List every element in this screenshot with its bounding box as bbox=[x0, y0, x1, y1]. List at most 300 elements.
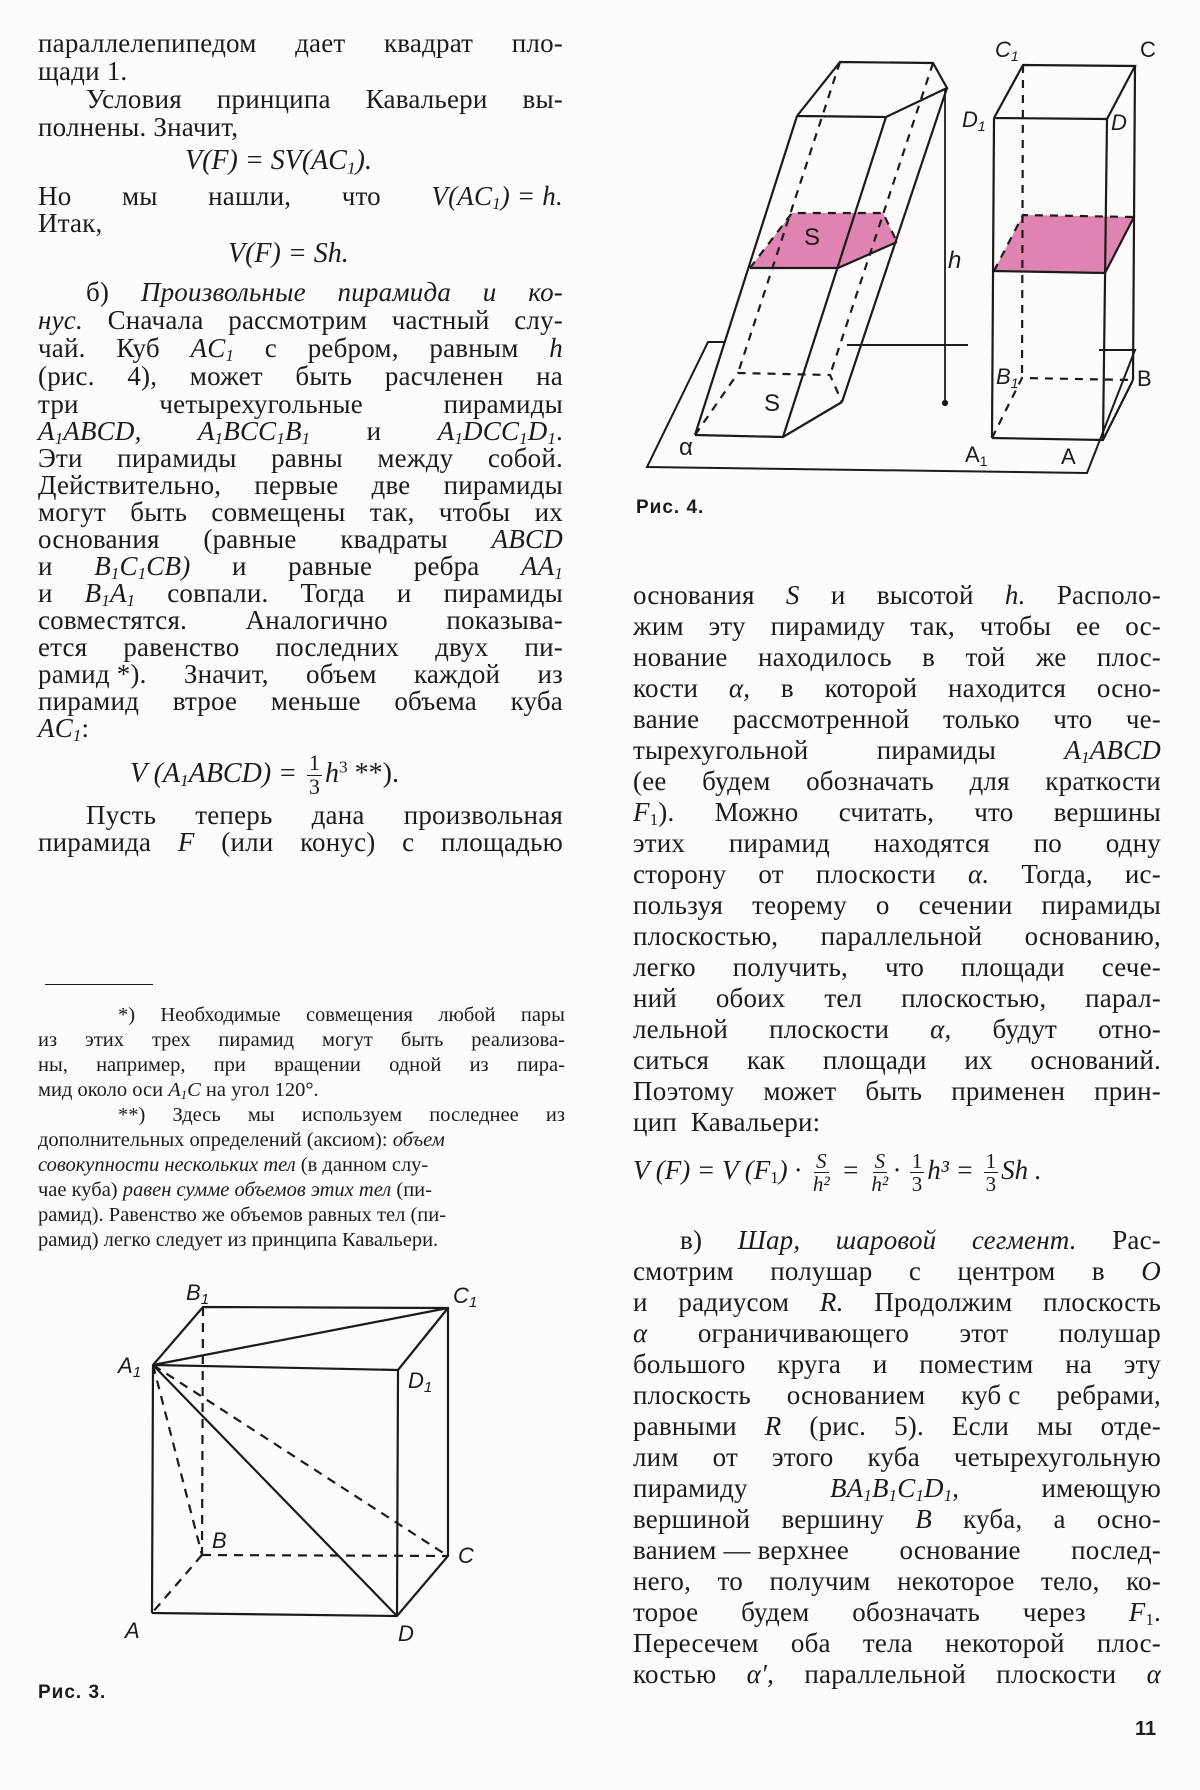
text-line bbox=[633, 673, 1161, 703]
word: Условия bbox=[86, 84, 182, 114]
inline-math bbox=[1128, 1597, 1161, 1630]
subscript: 1 bbox=[214, 429, 224, 449]
word: равенство bbox=[123, 632, 240, 662]
word: пары bbox=[520, 1004, 565, 1026]
word: их bbox=[964, 1045, 993, 1075]
prism-edge bbox=[797, 62, 947, 117]
text-line bbox=[633, 1256, 1161, 1286]
numerator: 1 bbox=[309, 751, 320, 775]
word: в bbox=[1091, 1256, 1105, 1286]
prism-edge bbox=[783, 117, 886, 437]
word: вы- bbox=[522, 84, 563, 114]
prism-edge bbox=[695, 116, 797, 435]
word: нашли, bbox=[208, 181, 292, 211]
word: пользуя bbox=[633, 890, 724, 920]
word: послед- bbox=[1071, 1535, 1161, 1565]
math: BCC bbox=[223, 416, 277, 446]
word: две bbox=[371, 470, 411, 500]
word: из bbox=[537, 659, 563, 689]
subscript: 1 bbox=[492, 194, 501, 214]
word: могут bbox=[38, 497, 106, 527]
word: ее bbox=[1076, 611, 1101, 641]
word: сегмент. bbox=[971, 1225, 1077, 1255]
diagonal-a1c1 bbox=[153, 1308, 448, 1365]
word: три bbox=[38, 389, 79, 419]
word: нование bbox=[633, 642, 728, 672]
formula-part: h bbox=[324, 757, 339, 789]
text-line bbox=[633, 704, 1161, 734]
formula-part: V (A bbox=[130, 757, 181, 789]
word: что bbox=[884, 952, 925, 982]
word: пирамиды bbox=[117, 443, 237, 473]
figure-3-caption: Рис. 3. bbox=[38, 1682, 107, 1703]
word: и bbox=[830, 580, 846, 610]
word: осно- bbox=[1096, 1504, 1161, 1534]
word: центром bbox=[957, 1256, 1056, 1286]
word: основания bbox=[633, 580, 755, 610]
word: как bbox=[746, 1045, 786, 1075]
word: вершиной bbox=[633, 1504, 751, 1534]
word: круга bbox=[777, 1349, 842, 1379]
word: той bbox=[965, 642, 1006, 672]
word: будут bbox=[992, 1014, 1058, 1044]
vertex-label-b1: B1 bbox=[996, 364, 1019, 391]
word: и bbox=[38, 578, 53, 608]
word: смотрим bbox=[633, 1256, 734, 1286]
text: чае куба) bbox=[38, 1179, 123, 1201]
vertex-label-a1: A1 bbox=[965, 442, 988, 469]
inline-math bbox=[1064, 735, 1161, 768]
word: из bbox=[38, 1029, 58, 1051]
word: от bbox=[758, 859, 784, 889]
word: Пересечем bbox=[633, 1628, 759, 1658]
word: (ее bbox=[633, 766, 667, 796]
word: Действительно, bbox=[38, 470, 222, 500]
word: совместятся. bbox=[38, 605, 188, 635]
vertex-label-c1: C1 bbox=[995, 37, 1019, 64]
word: пирамиды bbox=[1041, 890, 1161, 920]
word: частный bbox=[391, 305, 490, 335]
word: квадрат bbox=[383, 28, 474, 58]
figure-4-caption: Рис. 4. bbox=[636, 497, 705, 518]
emphasis: объем bbox=[392, 1129, 445, 1151]
math: B bbox=[871, 1473, 889, 1503]
word: первые bbox=[254, 470, 339, 500]
text: мид около оси bbox=[38, 1079, 169, 1101]
text-line bbox=[633, 1473, 1161, 1506]
diagonal-a1d bbox=[153, 1365, 397, 1616]
math: C bbox=[897, 1473, 916, 1503]
word: что bbox=[341, 181, 381, 211]
math: V(AC bbox=[431, 181, 493, 211]
math: α bbox=[633, 1318, 648, 1348]
word: ребром, bbox=[307, 333, 399, 363]
word: осно- bbox=[1096, 673, 1161, 703]
word: обозначать bbox=[806, 766, 934, 796]
vertex-label-a: A bbox=[1061, 444, 1076, 469]
word: сторону bbox=[633, 859, 727, 889]
subscript: 1 bbox=[649, 810, 659, 830]
footnote-line: рамид) легко следует из принципа Кавальери. bbox=[38, 1229, 439, 1251]
math: α. bbox=[967, 859, 990, 889]
numerator: 1 bbox=[985, 1149, 997, 1173]
word: которой bbox=[824, 673, 918, 703]
word: о bbox=[875, 890, 890, 920]
denominator: 3 bbox=[911, 1172, 923, 1197]
word: Произвольные bbox=[140, 277, 306, 307]
subscript: 1 bbox=[554, 564, 563, 584]
word: плоскостью, bbox=[633, 921, 779, 951]
subscript: 1 bbox=[301, 429, 311, 449]
word: плоскость bbox=[1043, 1287, 1161, 1317]
vertex-label-d: D bbox=[398, 1621, 414, 1646]
word: Поэтому bbox=[633, 1076, 735, 1106]
word: обоих bbox=[715, 983, 786, 1013]
word: так, bbox=[369, 497, 415, 527]
math: D bbox=[527, 416, 548, 446]
math: R. bbox=[819, 1287, 844, 1317]
text-line bbox=[633, 1380, 1161, 1410]
fraction bbox=[910, 1150, 925, 1195]
text-line bbox=[633, 1014, 1161, 1044]
footnote-ref[interactable]: **). bbox=[347, 757, 399, 789]
label-s-base: S bbox=[764, 390, 781, 417]
word: Можно bbox=[714, 797, 799, 827]
math: A bbox=[437, 416, 455, 446]
prism-edge bbox=[1103, 119, 1107, 440]
text-line bbox=[633, 1628, 1161, 1658]
word: то bbox=[717, 1566, 743, 1596]
word: пира- bbox=[516, 1054, 565, 1076]
label-h: h bbox=[948, 247, 962, 274]
word: кости bbox=[633, 673, 699, 703]
word: что bbox=[1053, 704, 1093, 734]
word: совмещены bbox=[211, 497, 346, 527]
word: рассмотрим bbox=[228, 305, 368, 335]
subscript: 1 bbox=[943, 1486, 953, 1506]
word: так, bbox=[910, 611, 955, 641]
formula-part: ) · bbox=[778, 1154, 802, 1185]
vertex-label-c: C bbox=[1140, 37, 1156, 62]
word: показыва- bbox=[446, 605, 563, 635]
vertex-label-d: D bbox=[1111, 110, 1127, 135]
word: и bbox=[872, 1349, 888, 1379]
word: ется bbox=[38, 632, 88, 662]
text-line bbox=[633, 1566, 1161, 1596]
word: Кавальери bbox=[365, 84, 488, 114]
vertex-label-b1: B1 bbox=[186, 1280, 210, 1308]
word: из bbox=[469, 1054, 489, 1076]
word: может bbox=[763, 1076, 837, 1106]
text-line bbox=[633, 611, 1161, 641]
word: плос- bbox=[1096, 642, 1161, 672]
subscript: 1 bbox=[770, 1167, 779, 1187]
word: чай. bbox=[38, 333, 86, 363]
word: пирамиды bbox=[443, 578, 563, 608]
word: Эти bbox=[38, 443, 83, 473]
word: в bbox=[780, 673, 794, 703]
word: меньше bbox=[270, 686, 361, 716]
formula-part: Sh . bbox=[1001, 1154, 1042, 1185]
word: большого bbox=[633, 1349, 746, 1379]
word: равны bbox=[271, 443, 343, 473]
hidden-edges bbox=[152, 1307, 448, 1613]
word: могут bbox=[322, 1029, 373, 1051]
subscript: 1 bbox=[454, 429, 464, 449]
word: любой bbox=[438, 1004, 496, 1026]
word: их bbox=[534, 497, 563, 527]
denominator: h² bbox=[871, 1172, 889, 1197]
word: ситься bbox=[633, 1045, 710, 1075]
fraction bbox=[811, 1150, 832, 1195]
word: шаровой bbox=[835, 1225, 937, 1255]
word: оба bbox=[790, 1628, 831, 1658]
figure-4 bbox=[647, 37, 1156, 473]
text: на угол 120°. bbox=[200, 1079, 319, 1101]
subscript: 1 bbox=[346, 158, 356, 178]
word: используем bbox=[301, 1104, 403, 1126]
subscript: 1 bbox=[54, 429, 64, 449]
word: и bbox=[633, 1287, 648, 1317]
word: находилось bbox=[757, 642, 892, 672]
word: мы bbox=[247, 1104, 275, 1126]
word: вершину bbox=[781, 1504, 885, 1534]
word: Аналогично bbox=[245, 605, 388, 635]
word: отде- bbox=[1100, 1411, 1161, 1441]
word: торое bbox=[633, 1597, 699, 1627]
word: одну bbox=[1105, 828, 1161, 858]
emphasis: равен сумме объемов этих тел bbox=[122, 1179, 392, 1201]
formula-part: V (F) = V (F bbox=[633, 1154, 771, 1185]
word: ко- bbox=[528, 277, 563, 307]
section-marker: в) bbox=[680, 1225, 703, 1255]
inline-math: $BA_1B_1C_1D_1$, bbox=[829, 1473, 960, 1506]
word: чтобы bbox=[438, 497, 511, 527]
word: быть bbox=[865, 1076, 923, 1106]
math: S bbox=[785, 580, 800, 610]
math: AC bbox=[190, 333, 226, 363]
word: жим bbox=[633, 611, 684, 641]
word: плоскости bbox=[769, 1014, 890, 1044]
math: O bbox=[1141, 1256, 1161, 1286]
hidden-edge bbox=[1022, 65, 1023, 378]
math: A bbox=[38, 416, 55, 446]
word: Куб bbox=[116, 333, 160, 363]
text-line bbox=[633, 1045, 1161, 1075]
word: эту bbox=[708, 611, 746, 641]
subscript: 1 bbox=[180, 1088, 188, 1103]
word: последнее bbox=[429, 1104, 519, 1126]
text-line bbox=[633, 859, 1161, 889]
word: лим bbox=[633, 1442, 679, 1472]
word: Здесь bbox=[172, 1104, 221, 1126]
math: α, bbox=[930, 1014, 952, 1044]
word: например, bbox=[96, 1054, 186, 1076]
word: куба bbox=[867, 1442, 920, 1472]
cube-edge bbox=[152, 1307, 448, 1616]
math: D bbox=[924, 1473, 944, 1503]
math: CB) bbox=[146, 551, 191, 581]
cube-edge bbox=[153, 1365, 398, 1370]
word: принципа bbox=[216, 84, 331, 114]
word: ванием — верхнее bbox=[633, 1535, 850, 1565]
word: считать, bbox=[838, 797, 935, 827]
text-line bbox=[633, 735, 1161, 768]
prism-edge bbox=[1133, 66, 1135, 380]
punct: . bbox=[1154, 1597, 1161, 1627]
word: вращении bbox=[274, 1054, 361, 1076]
word: каждой bbox=[413, 659, 501, 689]
word: основанием bbox=[786, 1380, 926, 1410]
word: основание bbox=[899, 1535, 1021, 1565]
word: быть bbox=[295, 361, 353, 391]
word: с bbox=[264, 333, 277, 363]
subscript: 1 bbox=[225, 346, 235, 366]
text: (в данном слу- bbox=[295, 1154, 429, 1176]
math: A bbox=[846, 1473, 864, 1503]
word: этот bbox=[959, 1318, 1009, 1348]
word: пирамид bbox=[728, 828, 830, 858]
footnote-marker: **) bbox=[118, 1104, 146, 1126]
word: двух bbox=[435, 632, 489, 662]
word: плоскости bbox=[996, 1659, 1117, 1689]
formula-part: ). bbox=[355, 145, 372, 176]
numerator: S bbox=[815, 1149, 827, 1173]
word: основанию, bbox=[1024, 921, 1161, 951]
word: получим bbox=[769, 1566, 871, 1596]
footnote-ref[interactable]: рамид *). bbox=[38, 659, 147, 689]
math: A bbox=[1064, 735, 1082, 765]
word: ны, bbox=[38, 1054, 68, 1076]
word: тело, bbox=[1041, 1566, 1100, 1596]
math: F bbox=[177, 827, 195, 857]
word: что bbox=[974, 797, 1014, 827]
word: на bbox=[536, 361, 563, 391]
word: парал- bbox=[1085, 983, 1161, 1013]
word: обозначать bbox=[852, 1597, 981, 1627]
word: мы bbox=[1037, 1411, 1073, 1441]
word: ко- bbox=[1126, 1566, 1161, 1596]
word: площади bbox=[961, 952, 1065, 982]
formula-part: h³ = bbox=[927, 1154, 974, 1185]
word: пирамиды bbox=[876, 735, 997, 765]
subscript: 1 bbox=[126, 591, 136, 611]
text-line bbox=[633, 642, 1161, 672]
word: Сначала bbox=[107, 305, 204, 335]
word: расчленен bbox=[384, 361, 504, 391]
word: через bbox=[1022, 1597, 1086, 1627]
vertex-label-b: B bbox=[212, 1528, 227, 1553]
word: легко bbox=[633, 952, 696, 982]
word: него, bbox=[633, 1566, 692, 1596]
word: тырехугольной bbox=[633, 735, 809, 765]
math: F bbox=[633, 797, 650, 827]
word: конус) bbox=[300, 827, 376, 857]
word: этих bbox=[85, 1029, 124, 1051]
numerator: S bbox=[874, 1149, 886, 1173]
word: Но bbox=[38, 181, 72, 211]
subscript: 1 bbox=[72, 726, 82, 746]
word: ребра bbox=[413, 551, 480, 581]
word: ний bbox=[633, 983, 677, 1013]
height-foot bbox=[943, 401, 947, 405]
word: Шар, bbox=[737, 1225, 801, 1255]
vertex-label-a1: A1 bbox=[118, 1353, 142, 1381]
word: же bbox=[1035, 642, 1067, 672]
word: куб с bbox=[961, 1380, 1021, 1410]
word: объема bbox=[394, 686, 477, 716]
word: параллелепипедом bbox=[38, 28, 257, 58]
hidden-diagonal-a1c bbox=[153, 1365, 448, 1556]
subscript: 1 bbox=[915, 1486, 925, 1506]
cube-edge bbox=[397, 1370, 398, 1616]
formula-part: = bbox=[841, 1154, 860, 1185]
word: имеющую bbox=[1041, 1473, 1161, 1503]
word: площади bbox=[822, 1045, 927, 1075]
word: че- bbox=[1125, 704, 1161, 734]
footnote-marker: *) bbox=[118, 1004, 136, 1026]
word: полушар bbox=[1058, 1318, 1161, 1348]
word: радиусом bbox=[678, 1287, 790, 1317]
text-line bbox=[633, 890, 1161, 920]
text-line bbox=[633, 921, 1161, 951]
subscript: 1 bbox=[137, 564, 147, 584]
word: эту bbox=[1123, 1349, 1161, 1379]
word: некоторое bbox=[897, 1566, 1015, 1596]
word: Продолжим bbox=[874, 1287, 1013, 1317]
word: вание bbox=[633, 704, 700, 734]
word: находится bbox=[948, 673, 1067, 703]
math: B bbox=[84, 578, 102, 608]
word: слу- bbox=[514, 305, 563, 335]
text-line: Итак, bbox=[38, 208, 103, 238]
word: пирамид bbox=[218, 1029, 295, 1051]
word: с bbox=[908, 1256, 922, 1286]
word: ребрами, bbox=[1056, 1380, 1161, 1410]
numerator: 1 bbox=[911, 1149, 923, 1173]
punct: : bbox=[81, 713, 90, 743]
word: между bbox=[377, 443, 454, 473]
formula-cavalieri-pyramid bbox=[633, 1150, 1042, 1195]
text-line bbox=[633, 766, 1161, 796]
math: AC bbox=[38, 713, 73, 743]
subscript: 1 bbox=[110, 564, 120, 584]
word: одной bbox=[389, 1054, 442, 1076]
word: трех bbox=[151, 1029, 191, 1051]
word: четырехугольную bbox=[953, 1442, 1161, 1472]
emphasis: совокупности нескольких тел bbox=[38, 1154, 296, 1176]
vertex-label-d1: D1 bbox=[408, 1368, 433, 1396]
word: дана bbox=[311, 800, 365, 830]
word: 4), bbox=[127, 361, 158, 391]
subscript: 1 bbox=[180, 771, 189, 791]
prism-edge bbox=[992, 118, 994, 438]
word: Располо- bbox=[1056, 580, 1161, 610]
word: теорему bbox=[752, 890, 847, 920]
math: α′, bbox=[746, 1659, 775, 1689]
word: поместим bbox=[919, 1349, 1034, 1379]
vertex-label-a: A bbox=[125, 1618, 140, 1643]
word: для bbox=[969, 766, 1010, 796]
formula-part: ABCD) = bbox=[188, 757, 298, 789]
word: равные bbox=[288, 551, 373, 581]
word: тел bbox=[824, 983, 863, 1013]
math: C bbox=[187, 1079, 201, 1101]
word: этого bbox=[772, 1442, 834, 1472]
text-line bbox=[633, 828, 1161, 858]
label-alpha: α bbox=[679, 434, 693, 461]
word: при bbox=[213, 1054, 246, 1076]
